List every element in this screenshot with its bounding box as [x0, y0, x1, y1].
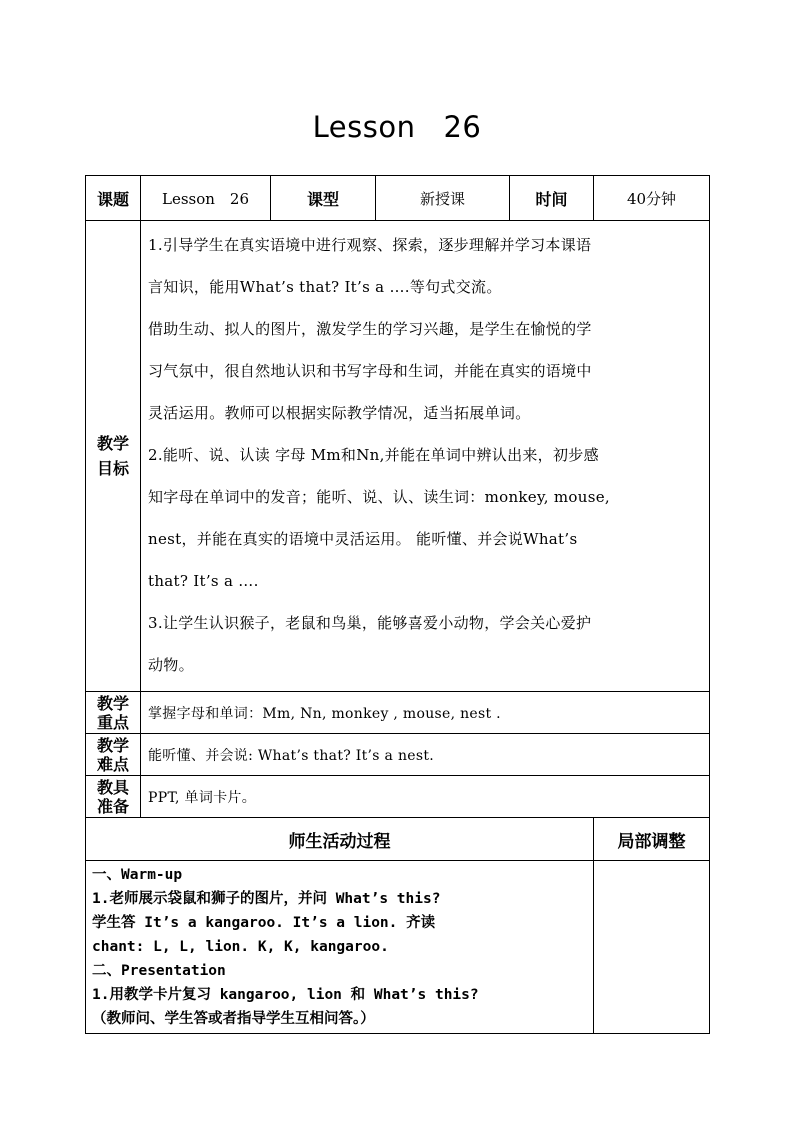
process-content [86, 861, 594, 1034]
materials-value: PPT, 单词卡片。 [141, 776, 710, 818]
objective-line: 1.引导学生在真实语境中进行观察、探索，逐步理解并学习本课语 [148, 236, 592, 254]
objective-line: 动物。 [148, 656, 194, 674]
process-line: 二、Presentation [92, 963, 226, 979]
key-points-value: 掌握字母和单词：Mm, Nn, monkey , mouse, nest . [141, 692, 710, 734]
difficulties-value: 能听懂、并会说: What’s that? It’s a nest. [141, 734, 710, 776]
key-points-label: 教学 重点 [86, 692, 141, 734]
objective-line: 3.让学生认识猴子，老鼠和鸟巢，能够喜爱小动物，学会关心爱护 [148, 614, 592, 632]
objectives-label: 教学 目标 [86, 221, 141, 692]
adjust-header: 局部调整 [594, 818, 710, 861]
objectives-content [141, 221, 710, 692]
process-header: 师生活动过程 [86, 818, 594, 861]
process-line: （教师问、学生答或者指导学生互相问答。） [92, 1011, 375, 1027]
process-header-row [86, 818, 710, 861]
objective-line: 借助生动、拟人的图片，激发学生的学习兴趣，是学生在愉悦的学 [148, 320, 592, 338]
objective-line: 2.能听、说、认读 字母 Mm和Nn,并能在单词中辨认出来，初步感 [148, 446, 599, 464]
page-title [0, 110, 794, 144]
process-line: chant: L, L, lion. K, K, kangaroo. [92, 939, 389, 955]
time-label: 时间 [510, 176, 594, 221]
process-row [86, 861, 710, 1034]
topic-value: Lesson 26 [141, 176, 271, 221]
type-value: 新授课 [376, 176, 510, 221]
topic-label: 课题 [86, 176, 141, 221]
difficulties-label: 教学 难点 [86, 734, 141, 776]
objective-line: 灵活运用。教师可以根据实际教学情况，适当拓展单词。 [148, 404, 531, 422]
objective-line: that? It’s a …. [148, 572, 259, 590]
title-number: 26 [443, 110, 482, 144]
header-row [86, 176, 710, 221]
adjust-content [594, 861, 710, 1034]
objectives-row [86, 221, 710, 692]
materials-label: 教具 准备 [86, 776, 141, 818]
objective-line: 知字母在单词中的发音；能听、说、认、读生词：monkey, mouse, [148, 488, 610, 506]
objective-line: 习气氛中，很自然地认识和书写字母和生词，并能在真实的语境中 [148, 362, 592, 380]
lesson-plan-table [85, 175, 710, 1034]
materials-row [86, 776, 710, 818]
type-label: 课型 [271, 176, 376, 221]
key-points-row [86, 692, 710, 734]
objective-line: nest，并能在真实的语境中灵活运用。 能听懂、并会说What’s [148, 530, 578, 548]
process-line: 学生答 It’s a kangaroo. It’s a lion. 齐读 [92, 915, 436, 931]
process-line: 一、Warm-up [92, 867, 183, 883]
process-line: 1.用教学卡片复习 kangaroo, lion 和 What’s this? [92, 987, 479, 1003]
difficulties-row [86, 734, 710, 776]
objective-line: 言知识，能用What’s that? It’s a ….等句式交流。 [148, 278, 502, 296]
title-word: Lesson [312, 110, 416, 144]
time-value: 40分钟 [594, 176, 710, 221]
process-line: 1.老师展示袋鼠和狮子的图片，并问 What’s this? [92, 891, 441, 907]
